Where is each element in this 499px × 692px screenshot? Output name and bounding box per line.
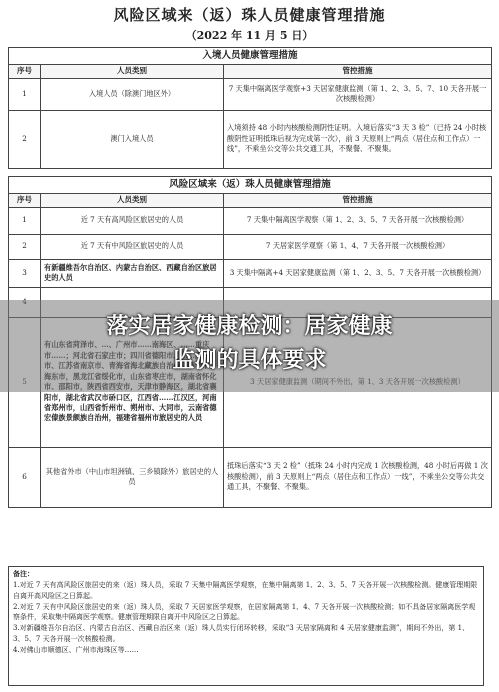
table-section-title: 入境人员健康管理措施 (9, 48, 492, 65)
row-category: 澳门入境人员 (41, 110, 224, 168)
row-measures: 入境须持 48 小时内核酸检测阴性证明。入境后落实“3 天 3 检”（已持 24 小时核酸阴性证明抵珠后视为完成第一次），前 3 天原则上“两点（居住点和工作点）一线”，不乘坐公交等公共交通工具，不聚餐、不聚集。 (224, 110, 492, 168)
row-number: 6 (9, 447, 41, 507)
inbound-measures-table (8, 47, 492, 169)
row-measures: 3 天集中隔离+4 天居家健康监测（第 1、2、3、5、7 天各开展一次核酸检测） (224, 259, 492, 287)
headline-line-1: 落实居家健康检测：居家健康 (106, 314, 393, 339)
column-header-no: 序号 (9, 193, 41, 207)
row-number: 1 (9, 207, 41, 234)
row-number: 3 (9, 259, 41, 287)
note-item: 1.对近 7 天有高风险区旅居史的来（返）珠人员，采取 7 天集中隔离医学观察，在集中隔离第 1、2、3、5、7 天各开展一次核酸检测。健康管理期限自离开高风险区之日算起。 (13, 580, 478, 600)
table-row (9, 259, 492, 287)
table-row (9, 447, 492, 507)
notes-label: 备注： (13, 569, 34, 578)
row-category: 入境人员（除澳门地区外） (41, 78, 224, 110)
note-item: 3.对新疆维吾尔自治区、内蒙古自治区、西藏自治区来（返）珠人员实行闭环转移，采取“3 天居家隔离和 4 天居家健康监测”，期间不外出，第 1、3、5、7 天各开展一次核酸检测。 (13, 624, 470, 644)
column-header-category: 人员类别 (41, 64, 224, 78)
table-row (9, 207, 492, 234)
row-measures: 7 天集中隔离医学观察（第 1、2、3、5、7 天各开展一次核酸检测） (224, 207, 492, 234)
document-title: 风险区域来（返）珠人员健康管理措施 (113, 6, 386, 24)
table-section-title: 风险区域来（返）珠人员健康管理措施 (9, 177, 492, 194)
headline-caption (0, 310, 499, 378)
row-measures: 7 天居家医学观察（第 1、4、7 天各开展一次核酸检测） (224, 234, 492, 259)
row-category: 阳市，湖北省武汉市硚口区，江西省……江汉区，河南省郑州市，山西省忻州市、朔州市、大同市，云南省德宏傣族景颇族自治州，福建省福州市旅居史的人员 (41, 317, 224, 447)
table-row (9, 234, 492, 259)
column-header-measures: 管控措施 (224, 64, 492, 78)
row-number: 2 (9, 110, 41, 168)
table-row (9, 110, 492, 168)
note-item: 4.对佛山市顺德区、广州市海珠区等…… (13, 645, 139, 654)
row-measures: 抵珠后落实“3 天 2 检”（抵珠 24 小时内完成 1 次核酸检测，48 小时后再做 1 次核酸检测），前 3 天原则上“两点（居住点和工作点）一线”，不乘坐公交等公共交通工具，不聚餐、不聚集。 (224, 447, 492, 507)
note-item: 2.对近 7 天有中风险区旅居史的来（返）珠人员，采取 7 天居家医学观察，在居家隔离第 1、4、7 天各开展一次核酸检测；如不具备居家隔离医学观察条件，采取集中隔离医学观察。健康管理期限自离开中风险区之日算起。 (13, 602, 476, 622)
document-date: （2022 年 11 月 5 日） (185, 29, 314, 42)
notes-section (8, 566, 484, 686)
column-header-no: 序号 (9, 64, 41, 78)
row-number: 1 (9, 78, 41, 110)
column-header-category: 人员类别 (41, 193, 224, 207)
row-category: 近 7 天有高风险区旅居史的人员 (41, 207, 224, 234)
row-measures: 7 天集中隔离医学观察+3 天居家健康监测（第 1、2、3、5、7、10 天各开展一次核酸检测） (224, 78, 492, 110)
row-category: 有新疆维吾尔自治区、内蒙古自治区、西藏自治区旅居史的人员 (41, 259, 224, 287)
row-number: 2 (9, 234, 41, 259)
row-category: 其他省外市（中山市坦洲镇、三乡镇除外）旅居史的人员 (41, 447, 224, 507)
table-row (9, 78, 492, 110)
column-header-measures: 管控措施 (224, 193, 492, 207)
headline-line-2: 监测的具体要求 (172, 348, 327, 373)
row-category: 近 7 天有中风险区旅居史的人员 (41, 234, 224, 259)
